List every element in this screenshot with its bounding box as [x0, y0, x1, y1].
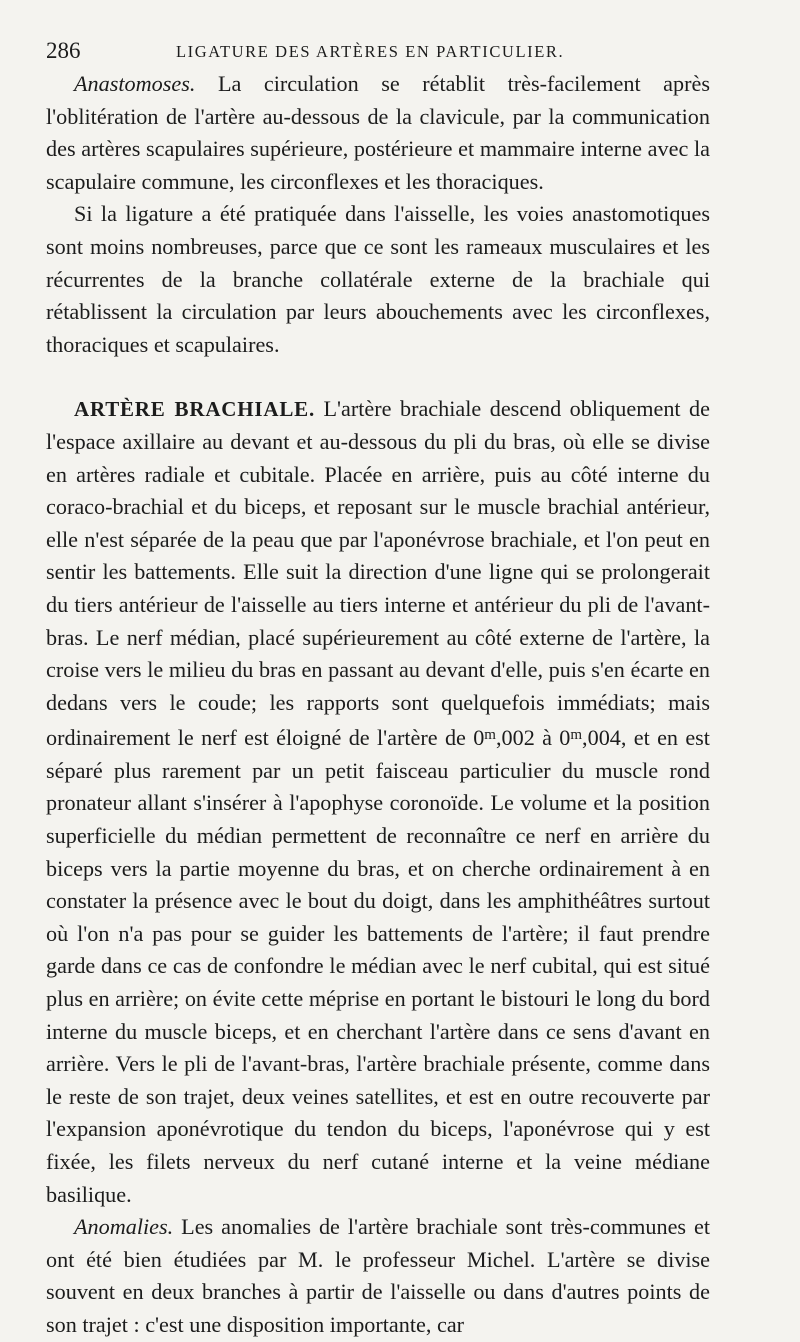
body-text — [46, 68, 710, 1342]
paragraph-lead-anomalies: Anomalies. — [74, 1214, 174, 1240]
paragraph-lead-anastomoses: Anastomoses. — [74, 71, 196, 96]
unit-superscript: m — [570, 727, 583, 744]
paragraph-text: Si la ligature a été pratiquée dans l'aisselle, les voies anastomotiques sont moins nombreuses, parce que ce sont les rameaux musculaires et les récurrentes de la branche collatérale externe de la brachiale qui rétablissent la circulation par leurs abouchements avec les circonflexes, thoraciques et scapulaires. — [46, 201, 710, 357]
running-head — [46, 34, 710, 68]
paragraph-text: ,004, et en est séparé plus rarement par un petit faisceau particulier du muscle rond pronateur allant s'insérer à l'apophyse coronoïde. Le volume et la position superficielle du médian permettent de reconnaître ce nerf en arrière du biceps vers la partie moyenne du bras, et on cherche ordinairement à en constater la présence avec le bout du doigt, dans les amphithéâtres surtout où l'on n'a pas pour se guider les battements de l'artère; il faut prendre garde dans ce cas de confondre le médian avec le nerf cubital, qui est situé plus en arrière; on évite cette méprise en portant le bistouri le long du bord interne du muscle biceps, et en cherchant l'artère dans ce sens d'avant en arrière. Vers le pli de l'avant-bras, l'artère brachiale présente, comme dans le reste de son trajet, deux veines satellites, et est en outre recouverte par l'expansion aponévrotique du tendon du biceps, l'aponévrose qui y est fixée, les filets nerveux du nerf cutané interne et la veine médiane basilique. — [46, 725, 710, 1207]
page-number: 286 — [46, 38, 81, 63]
paragraph-text: L'artère brachiale descend obliquement de l'espace axillaire au devant et au-dessous du pli du bras, où elle se divise en artères radiale et cubitale. Placée en arrière, puis au côté interne du coraco-brachial et du biceps, et reposant sur le muscle brachial antérieur, elle n'est séparée de la peau que par l'aponévrose brachiale, et l'on peut en sentir les battements. Elle suit la direction d'une ligne qui se prolongerait du tiers antérieur de l'aisselle au tiers interne et antérieur du pli de l'avant-bras. Le nerf médian, placé supérieurement au côté externe de l'artère, la croise vers le milieu du bras en passant au devant d'elle, puis s'en écarte en dedans vers le coude; les rapports sont quelquefois immédiats; mais ordinairement le nerf est éloigné de l'artère de 0 — [46, 396, 710, 751]
unit-superscript: m — [484, 727, 496, 744]
paragraph-text: Les anomalies de l'artère brachiale sont très-communes et ont été bien étudiées par M. le professeur Michel. L'artère se divise souvent en deux branches à partir de l'aisselle ou dans d'autres points de son trajet : c'est une disposition importante, car — [46, 1214, 710, 1337]
paragraph-anastomoses — [46, 68, 710, 198]
paragraph-anomalies — [46, 1211, 710, 1341]
paragraph-artere-brachiale — [46, 393, 710, 1211]
section-heading: ARTÈRE BRACHIALE. — [74, 397, 315, 422]
paragraph-text: ,002 à 0 — [495, 725, 571, 751]
paragraph-ligature-aisselle — [46, 198, 710, 361]
running-title: LIGATURE DES ARTÈRES EN PARTICULIER. — [176, 42, 565, 61]
paragraph-text: La circulation se rétablit très-facilement après l'oblitération de l'artère au-dessous de la clavicule, par la communication des artères scapulaires supérieure, postérieure et mammaire interne avec la scapulaire commune, les circonflexes et les thoraciques. — [46, 71, 710, 194]
